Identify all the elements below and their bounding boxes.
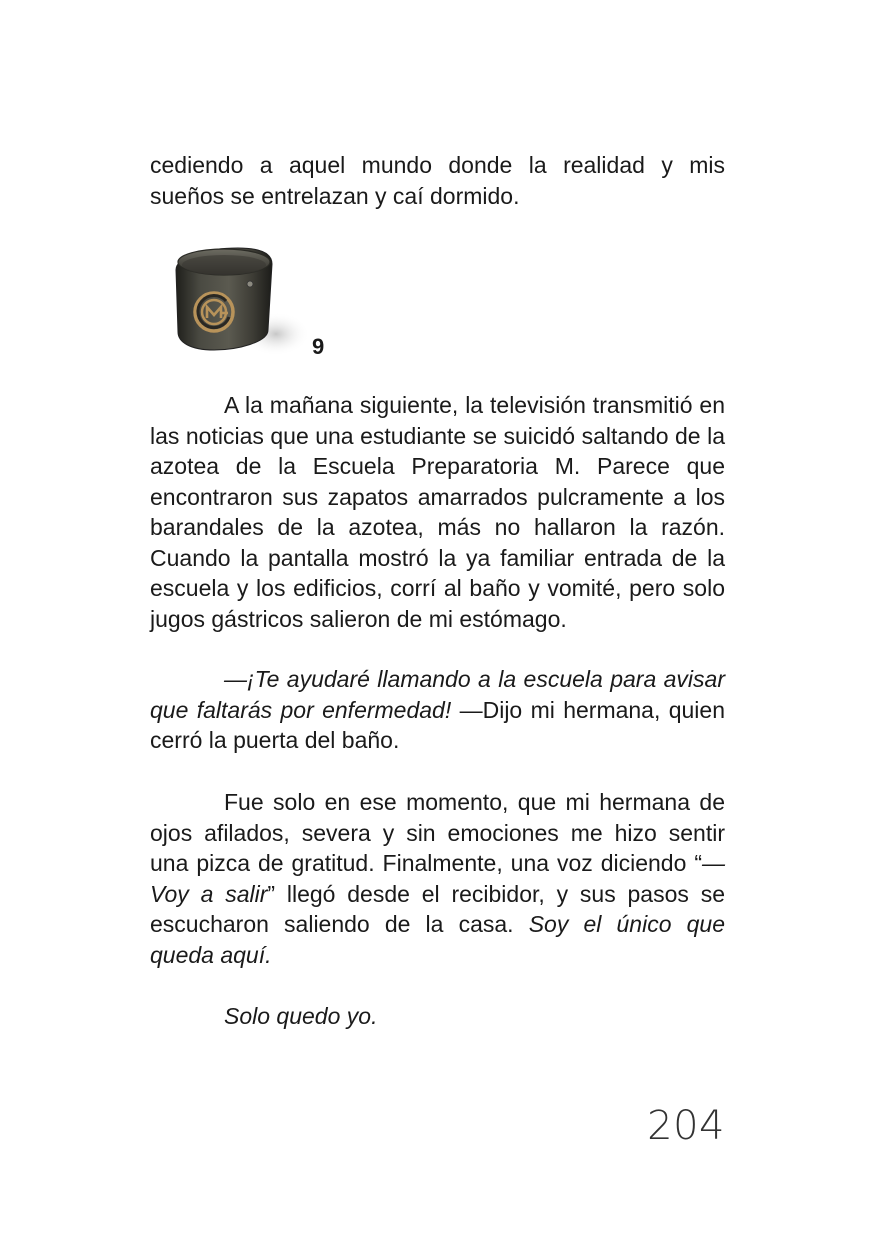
opening-paragraph <box>150 150 725 211</box>
paragraph-news <box>150 390 725 634</box>
paragraph-gratitude <box>150 787 725 970</box>
gratitude-text-after: ” llegó desde el recibidor, y sus pasos se escucharon saliendo de la casa. <box>150 880 725 937</box>
page-number: 204 <box>647 1103 725 1149</box>
gratitude-text-before: Fue solo en ese momento, que mi hermana de ojos afilados, severa y sin emociones me hizo sentir una pizca de gratitud. Finalmente, una voz diciendo “ <box>150 789 725 876</box>
chapter-number: 9 <box>312 334 325 359</box>
armband-snap <box>247 281 253 287</box>
inner-thought: Soy el único que queda aquí. <box>150 911 725 968</box>
sister-dialogue: —¡Te ayudaré llamando a la escuela para avisar que faltarás por enfermedad! <box>150 666 725 723</box>
closing-thought: Solo quedo yo. <box>224 1003 378 1029</box>
dialogue-narration: —Dijo mi hermana, quien cerró la puerta del baño. <box>150 696 725 753</box>
armband-illustration <box>168 242 308 360</box>
paragraph-closing <box>150 1001 725 1032</box>
paragraph-sister-dialogue <box>150 664 725 756</box>
opening-paragraph-text: cediendo a aquel mundo donde la realidad y mis sueños se entrelazan y caí dormido. <box>150 152 725 209</box>
paragraph-news-text: A la mañana siguiente, la televisión transmitió en las noticias que una estudiante se suicidó saltando de la azotea de la Escuela Preparatoria M. Parece que encontraron sus zapatos amarrados pulcramente a los barandales de la azotea, más no hallaron la razón. Cuando la pantalla mostró la ya familiar entrada de la escuela y los edificios, corrí al baño y vomité, pero solo jugos gástricos salieron de mi estómago. <box>150 392 725 632</box>
voy-a-salir-quote: —Voy a salir <box>150 850 725 907</box>
